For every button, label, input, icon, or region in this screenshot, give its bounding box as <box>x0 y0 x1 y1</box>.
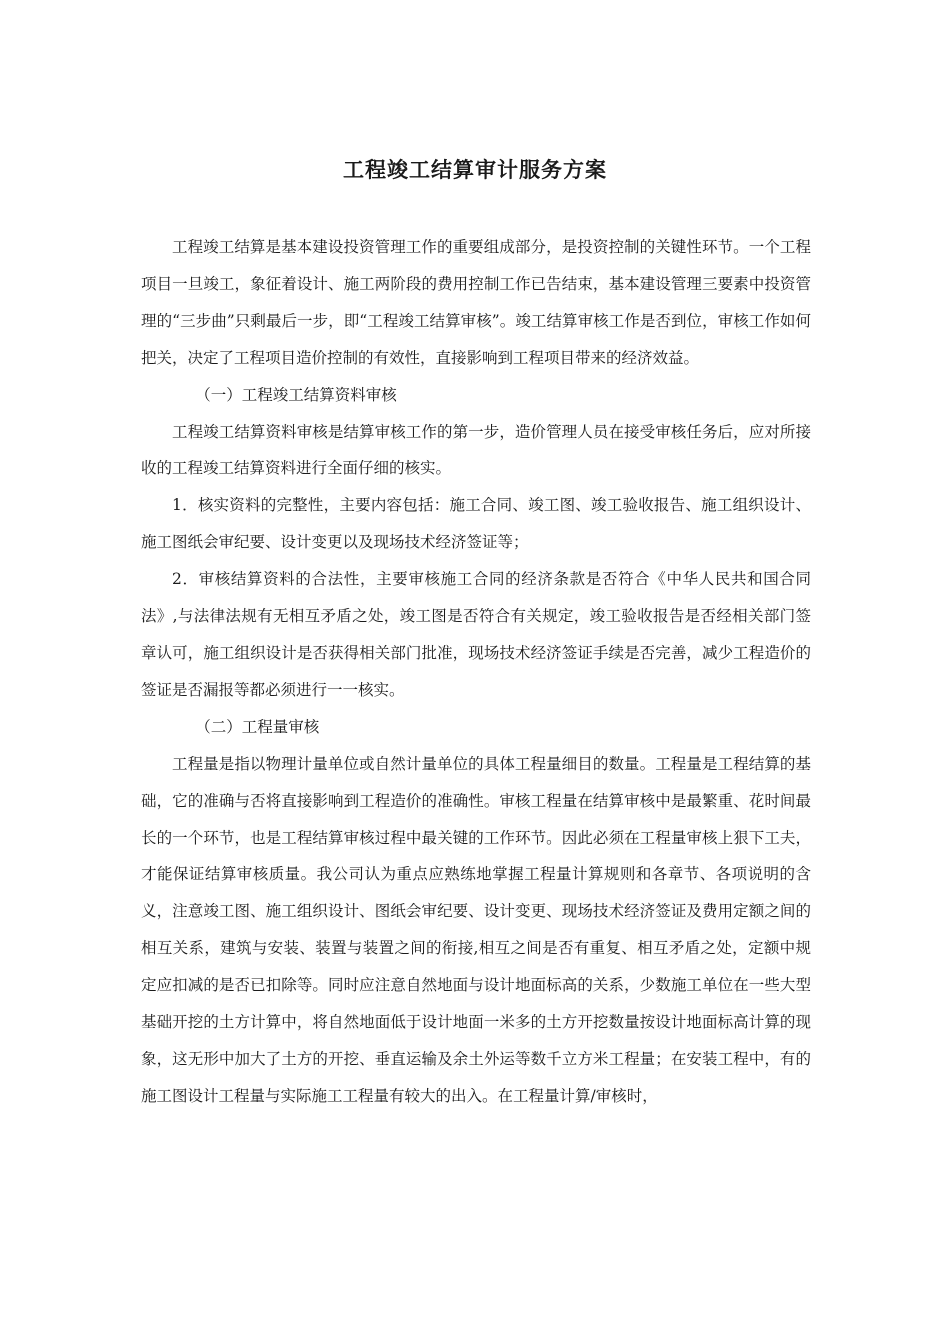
paragraph-section-2: 工程量是指以物理计量单位或自然计量单位的具体工程量细目的数量。工程量是工程结算的基础，它的准确与否将直接影响到工程造价的准确性。审核工程量在结算审核中是最繁重、花时间最长的一个环节，也是工程结算审核过程中最关键的工作环节。因此必须在工程量审核上狠下工夫，才能保证结算审核质量。我公司认为重点应熟练地掌握工程量计算规则和各章节、各项说明的含义，注意竣工图、施工组织设计、图纸会审纪要、设计变更、现场技术经济签证及费用定额之间的相互关系，建筑与安装、装置与装置之间的衔接,相互之间是否有重复、相互矛盾之处，定额中规定应扣减的是否已扣除等。同时应注意自然地面与设计地面标高的关系，少数施工单位在一些大型基础开挖的土方计算中，将自然地面低于设计地面一米多的土方开挖数量按设计地面标高计算的现象，这无形中加大了土方的开挖、垂直运输及余土外运等数千立方米工程量；在安装工程中，有的施工图设计工程量与实际施工工程量有较大的出入。在工程量计算/审核时， <box>141 754 811 1105</box>
section-heading-1: （一）工程竣工结算资料审核 <box>195 385 397 404</box>
section-heading-2: （二）工程量审核 <box>195 717 320 736</box>
list-item-2: 2．审核结算资料的合法性，主要审核施工合同的经济条款是否符合《中华人民共和国合同法》,与法律法规有无相互矛盾之处，竣工图是否符合有关规定，竣工验收报告是否经相关部门签章认可，施工组织设计是否获得相关部门批准，现场技术经济签证手续是否完善，减少工程造价的签证是否漏报等都必须进行一一核实。 <box>141 570 811 699</box>
document-body <box>141 229 811 1115</box>
document-title: 工程竣工结算审计服务方案 <box>343 158 607 182</box>
paragraph-section-1: 工程竣工结算资料审核是结算审核工作的第一步，造价管理人员在接受审核任务后，应对所接收的工程竣工结算资料进行全面仔细的核实。 <box>141 422 811 478</box>
list-item-1: 1．核实资料的完整性，主要内容包括：施工合同、竣工图、竣工验收报告、施工组织设计、施工图纸会审纪要、设计变更以及现场技术经济签证等； <box>141 496 811 552</box>
paragraph-intro: 工程竣工结算是基本建设投资管理工作的重要组成部分，是投资控制的关键性环节。一个工程项目一旦竣工，象征着设计、施工两阶段的费用控制工作已告结束，基本建设管理三要素中投资管理的“三步曲”只剩最后一步，即“工程竣工结算审核”。竣工结算审核工作是否到位，审核工作如何把关，决定了工程项目造价控制的有效性，直接影响到工程项目带来的经济效益。 <box>141 238 811 367</box>
